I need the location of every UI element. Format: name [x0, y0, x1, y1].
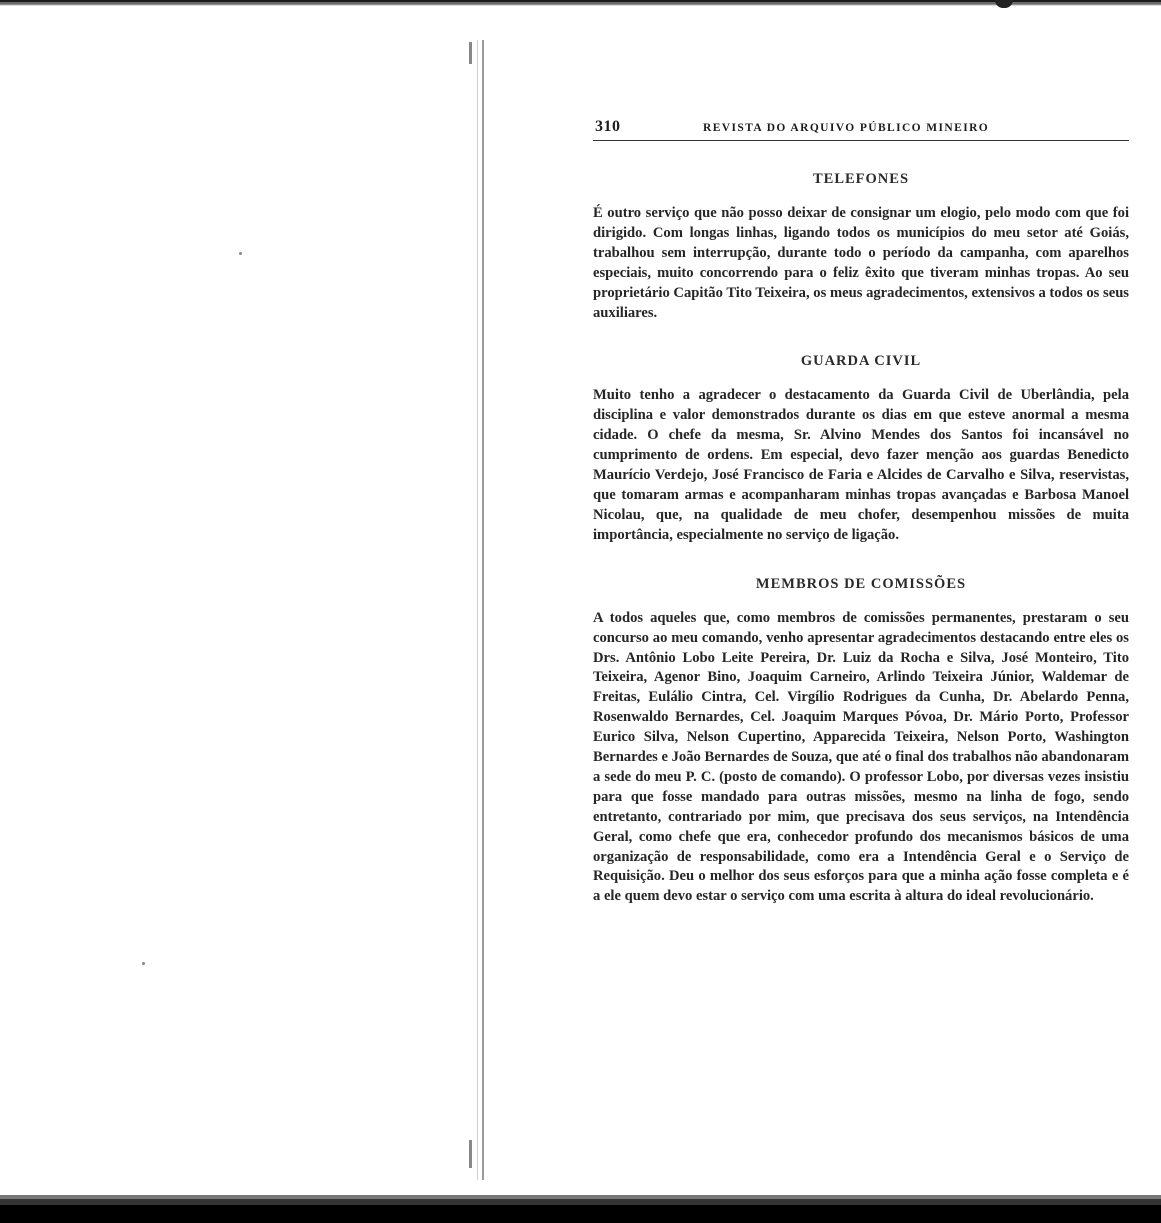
gutter-mark	[469, 1140, 472, 1168]
scan-speck	[239, 252, 242, 255]
section-paragraph-membros-de-comissoes: A todos aqueles que, como membros de comissões permanentes, prestaram o seu concurso ao meu comando, venho apresentar agradecimentos destacando entre eles os Drs. Antônio Lobo Leite Pereira, Dr. Luiz da Rocha e Silva, José Monteiro, Tito Teixeira, Agenor Bino, Joaquim Carneiro, Arlindo Teixeira Júnior, Waldemar de Freitas, Eulálio Cintra, Cel. Virgílio Rodrigues da Cunha, Dr. Abelardo Penna, Rosenwaldo Bernardes, Cel. Joaquim Marques Póvoa, Dr. Mário Porto, Professor Eurico Silva, Nelson Cupertino, Apparecida Teixeira, Nelson Porto, Washington Bernardes e João Bernardes de Souza, que até o final dos trabalhos não abandonaram a sede do meu P. C. (posto de comando). O professor Lobo, por diversas vezes insistiu para que fosse mandado para outras missões, mesmo na linha de fogo, sendo entretanto, contrariado por mim, que precisava dos seus serviços, na Intendência Geral, como chefe que era, conhecedor profundo dos mecanismos básicos de uma organização de responsabilidade, como era a Intendência Geral e o Serviço de Requisição. Deu o melhor dos seus esforços para que a minha ação fosse completa e é a ele quem devo estar o serviço com uma escrita à altura do ideal revolucionário.	[593, 609, 1129, 905]
page-number: 310	[595, 118, 621, 135]
section-heading-guarda-civil: GUARDA CIVIL	[800, 353, 922, 370]
gutter-mark	[469, 42, 472, 64]
section-paragraph-telefones: É outro serviço que não posso deixar de consignar um elogio, pelo modo com que foi dirigido. Com longas linhas, ligando todos os municípios do meu setor até Goiás, trabalhou sem interrupção, durante todo o período da campanha, com aparelhos especiais, muito concorrendo para o feliz êxito que tiveram minhas tropas. Ao seu proprietário Capitão Tito Teixeira, os meus agradecimentos, extensivos a todos os seus auxiliares.	[593, 205, 1129, 321]
section-heading-telefones: TELEFONES	[812, 171, 910, 187]
scan-speck	[142, 962, 145, 965]
running-header	[593, 118, 1129, 141]
document-page	[593, 118, 1129, 907]
binding-gutter	[482, 40, 484, 1180]
section-paragraph-guarda-civil: Muito tenho a agradecer o destacamento da Guarda Civil de Uberlândia, pela disciplina e valor demonstrados durante os dias em que esteve anormal a mesma cidade. O chefe da mesma, Sr. Alvino Mendes dos Santos foi incansável no cumprimento de ordens. Em especial, devo fazer menção aos guardas Benedicto Maurício Verdejo, José Francisco de Faria e Alcides de Carvalho e Silva, reservistas, que tomaram armas e acompanharam minhas tropas avançadas e Barbosa Manoel Nicolau, que, na qualidade de meu chofer, desempenhou missões de muita importância, especialmente no serviço de ligação.	[593, 387, 1129, 543]
section-heading-membros-de-comissoes: MEMBROS DE COMISSÕES	[755, 575, 967, 592]
binding-shadow	[477, 40, 478, 1180]
journal-title: REVISTA DO ARQUIVO PÚBLICO MINEIRO	[703, 122, 990, 134]
scan-bottom-edge	[0, 1193, 1161, 1223]
scan-top-edge	[0, 0, 1161, 10]
